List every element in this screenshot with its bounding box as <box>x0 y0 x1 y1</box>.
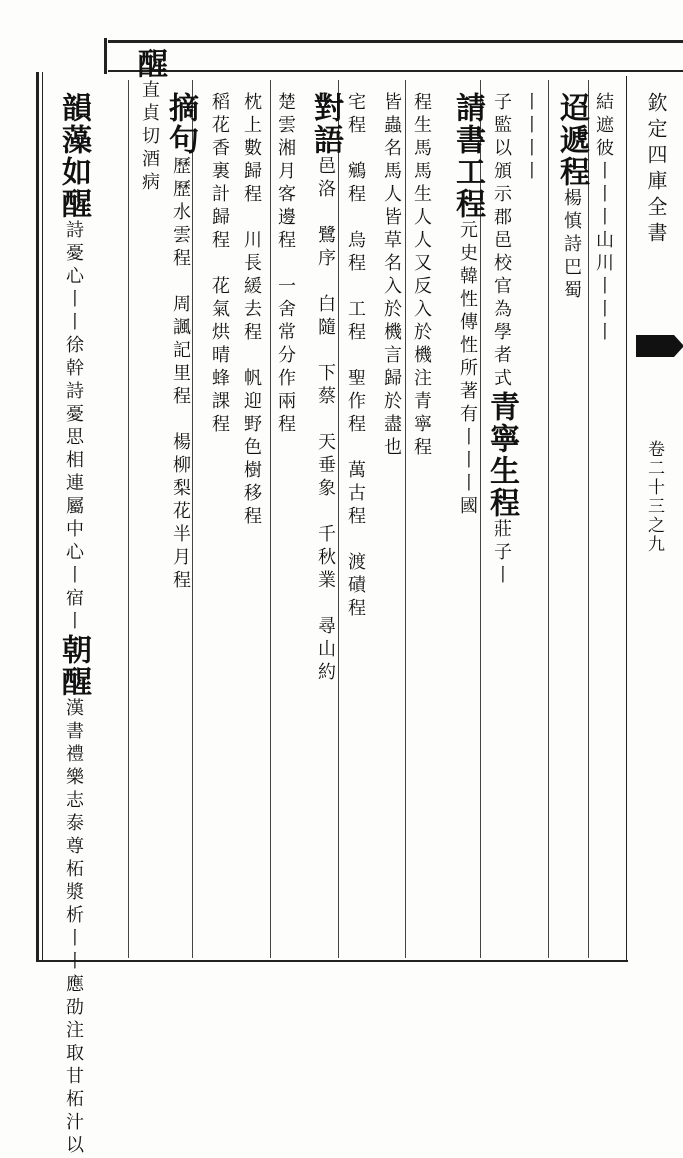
frame-top-border <box>108 40 683 43</box>
frame-left-border <box>36 72 39 962</box>
annotation-text: 宅程 鵷程 烏程 工程 聖作程 萬古程 渡磧程 <box>345 92 366 621</box>
text-column-6 <box>276 92 294 437</box>
text-column-14 <box>554 92 589 303</box>
column-separator <box>405 80 406 958</box>
text-column-1 <box>56 92 91 1158</box>
text-column-3 <box>163 92 198 593</box>
annotation-text: 楊慎詩巴蜀 <box>561 188 582 303</box>
annotation-text: 楚雲湘月客邊程 一舍常分作兩程 <box>275 92 296 437</box>
annotation-text: 漢書禮樂志泰尊柘漿析丨丨應劭注取甘柘汁以 <box>63 698 84 1158</box>
annotation-text: 皆蟲名馬人皆草名入於機言歸於盡也 <box>381 92 402 460</box>
fish-tail-mark-icon <box>636 335 674 357</box>
volume-label: 卷二十三之九 <box>644 440 664 554</box>
annotation-text: 歷歷水雲程 周諷記里程 楊柳梨花半月程 <box>170 156 191 593</box>
headword: 摘句 <box>163 92 198 156</box>
text-column-9 <box>382 92 400 460</box>
frame-top-border-inner <box>108 70 683 72</box>
text-column-4 <box>210 92 228 437</box>
frame-left-border-inner <box>42 72 43 962</box>
annotation-text: 結遮彼丨丨丨山川丨丨丨 <box>593 92 614 345</box>
headword: 如醒 <box>56 156 91 220</box>
headword: 醒 <box>132 48 167 80</box>
annotation-text: 稻花香裏計歸程 花氣烘晴蜂課程 <box>209 92 230 437</box>
text-column-15 <box>594 92 612 345</box>
text-column-8 <box>346 92 364 621</box>
text-column-10 <box>412 92 430 460</box>
annotation-text: 子監以頒示郡邑校官為學者式 <box>491 92 512 391</box>
annotation-text: 邑洛 鷺序 白隨 下蔡 天垂象 千秋業 尋山約 <box>315 156 336 685</box>
frame-tab-edge <box>104 38 107 74</box>
frame-bottom-border <box>36 960 628 962</box>
headword: 青寧生程 <box>484 391 519 519</box>
headword: 對語 <box>308 92 343 156</box>
text-column-11 <box>450 92 485 519</box>
annotation-text: 莊子丨 <box>491 519 512 588</box>
column-separator <box>270 80 271 958</box>
headword: 韻藻 <box>56 92 91 156</box>
headword: 朝醒 <box>56 634 91 698</box>
column-separator <box>128 80 129 958</box>
book-title: 欽定四庫全書 <box>644 92 668 248</box>
annotation-text: 詩憂心丨丨徐幹詩憂思相連屬中心丨宿丨 <box>63 220 84 634</box>
headword: 迢遞程 <box>554 92 589 188</box>
text-column-7 <box>308 92 343 685</box>
text-column-12 <box>484 92 519 588</box>
text-column-13 <box>521 92 539 184</box>
annotation-text: 丨丨丨丨 <box>520 92 541 184</box>
column-separator <box>588 80 589 958</box>
annotation-text: 枕上數歸程 川長緩去程 帆迎野色樹移程 <box>241 92 262 529</box>
text-column-2 <box>132 48 167 195</box>
text-column-5 <box>242 92 260 529</box>
headword: 請書工程 <box>450 92 485 220</box>
annotation-text: 元史韓性傳性所著有丨丨丨國 <box>457 220 478 519</box>
annotation-text: 直貞切酒病 <box>139 80 160 195</box>
frame-right-border <box>626 76 627 961</box>
annotation-text: 程生馬馬生人人又反入於機注青寧程 <box>411 92 432 460</box>
column-separator <box>548 80 549 958</box>
